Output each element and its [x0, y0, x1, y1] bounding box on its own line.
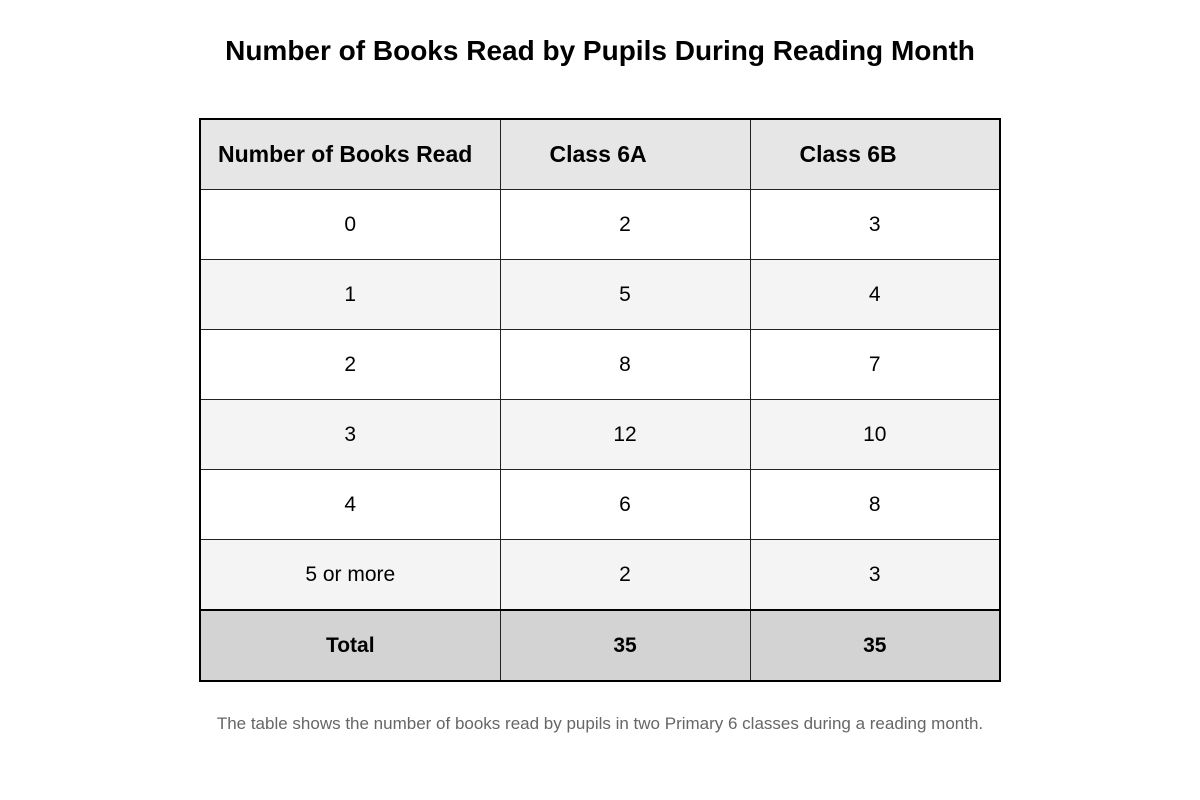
- cell-books-read: 2: [200, 330, 500, 400]
- total-row: [200, 610, 1000, 681]
- table-row: [200, 260, 1000, 330]
- cell-books-read: 3: [200, 400, 500, 470]
- books-read-table: [199, 118, 1001, 682]
- cell-class-6a: 12: [500, 400, 750, 470]
- cell-class-6b: 7: [750, 330, 1000, 400]
- cell-books-read: 4: [200, 470, 500, 540]
- cell-books-read: 5 or more: [200, 540, 500, 611]
- table-caption: The table shows the number of books read by pupils in two Primary 6 classes during a reading month.: [216, 714, 984, 733]
- cell-class-6b: 10: [750, 400, 1000, 470]
- header-class-6a: Class 6A: [500, 119, 750, 190]
- table-title: Number of Books Read by Pupils During Reading Month: [225, 35, 975, 66]
- table-row: [200, 470, 1000, 540]
- cell-class-6a: 6: [500, 470, 750, 540]
- table-row: [200, 400, 1000, 470]
- header-class-6b: Class 6B: [750, 119, 1000, 190]
- cell-class-6b: 4: [750, 260, 1000, 330]
- table-row: [200, 330, 1000, 400]
- header-row: [200, 119, 1000, 190]
- table-row: [200, 190, 1000, 260]
- total-class-6b: 35: [750, 610, 1000, 681]
- cell-books-read: 1: [200, 260, 500, 330]
- cell-class-6b: 3: [750, 190, 1000, 260]
- cell-class-6a: 8: [500, 330, 750, 400]
- header-books-read: Number of Books Read: [200, 119, 500, 190]
- cell-class-6a: 2: [500, 190, 750, 260]
- cell-books-read: 0: [200, 190, 500, 260]
- cell-class-6a: 2: [500, 540, 750, 611]
- table-container: [199, 118, 1001, 681]
- cell-class-6b: 8: [750, 470, 1000, 540]
- total-label: Total: [200, 610, 500, 681]
- cell-class-6b: 3: [750, 540, 1000, 611]
- table-row: [200, 540, 1000, 611]
- cell-class-6a: 5: [500, 260, 750, 330]
- total-class-6a: 35: [500, 610, 750, 681]
